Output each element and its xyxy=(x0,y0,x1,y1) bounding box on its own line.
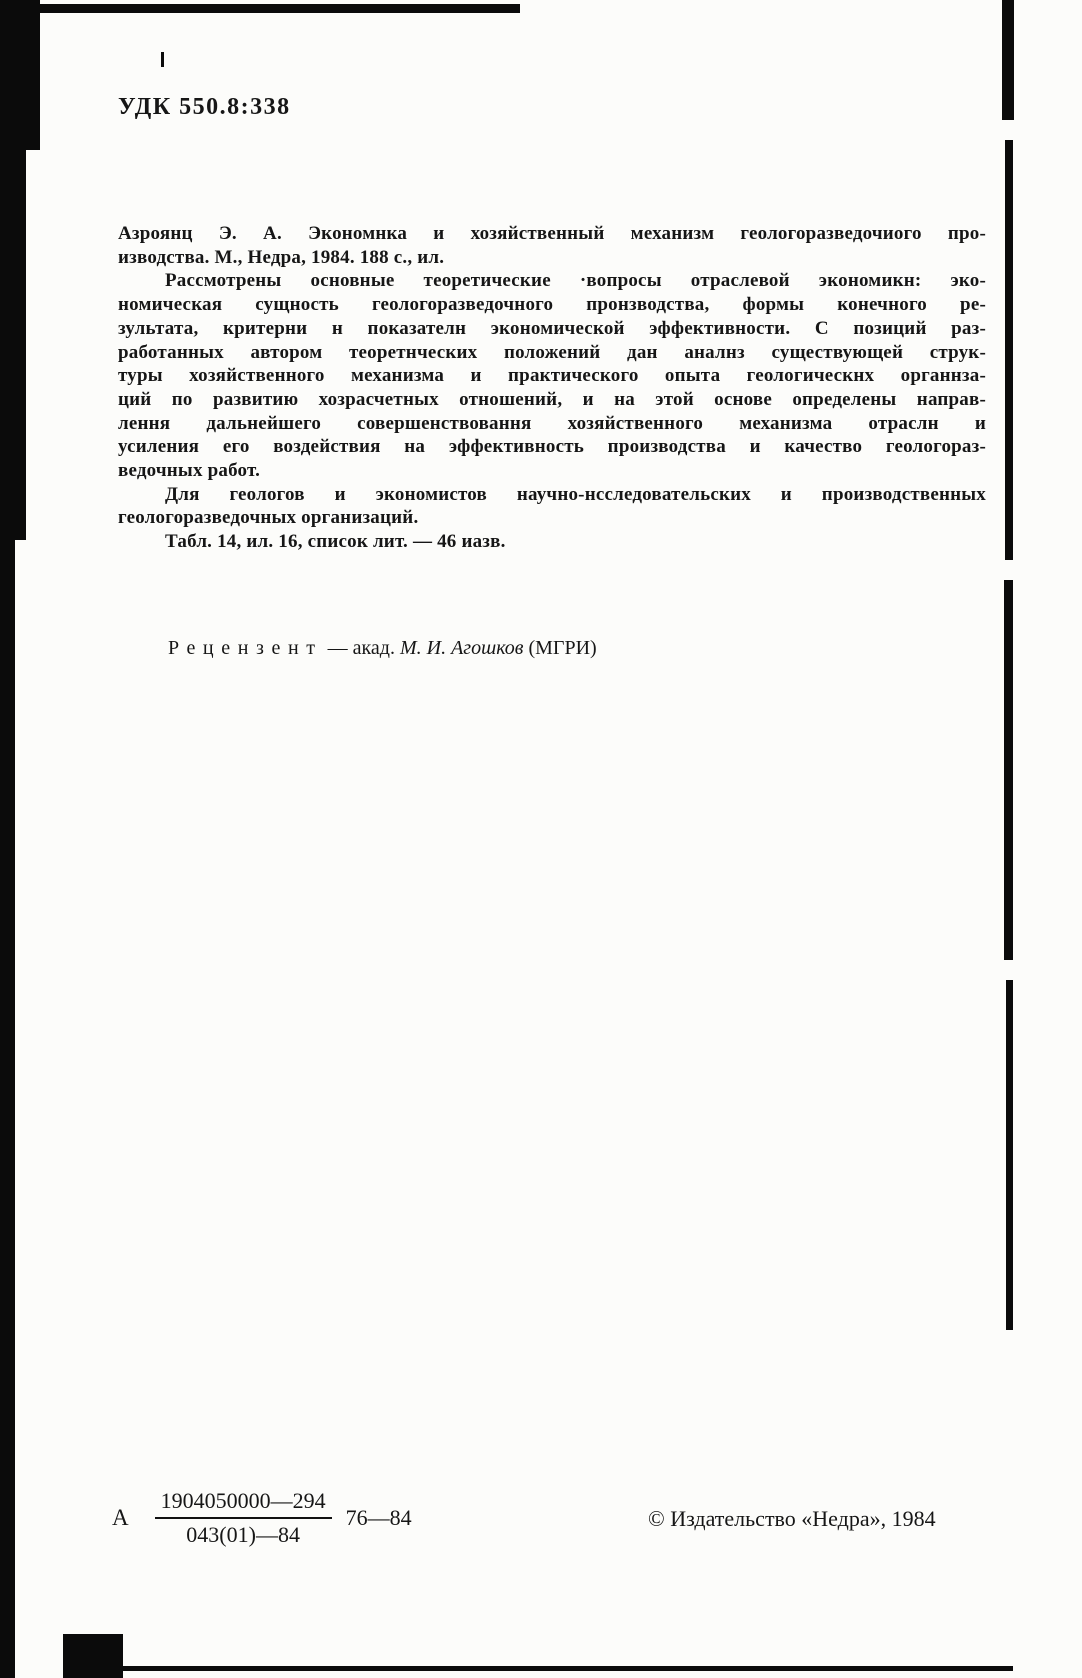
reviewer-line xyxy=(168,637,597,660)
imprint-line: ведочных работ. xyxy=(118,460,261,482)
catalog-code-denominator: 043(01)—84 xyxy=(186,1522,300,1547)
imprint-line: зультата, критерни н показателн экономической эффективности. С позиций раз- xyxy=(118,317,986,339)
reviewer-name: М. И. Агошков xyxy=(399,637,524,659)
reviewer-separator: — xyxy=(322,637,353,659)
catalog-code-fraction xyxy=(155,1488,332,1548)
scan-artifact-bottom-left-block xyxy=(63,1634,123,1678)
imprint-line: изводства. М., Недра, 1984. 188 с., ил. xyxy=(118,246,445,268)
reviewer-affiliation: (МГРИ) xyxy=(523,637,597,659)
imprint-line: номическая сущность геологоразведочного пронзводства, формы конечного ре- xyxy=(118,294,986,316)
scan-artifact-right-edge-4 xyxy=(1006,980,1013,1330)
imprint-line: Рассмотрены основные теоретические ·вопросы отраслевой экономикн: эко- xyxy=(165,270,986,292)
scan-artifact-bottom-edge xyxy=(118,1666,1013,1671)
catalog-code-prefix: А xyxy=(112,1505,129,1530)
udc-number: УДК 550.8:338 xyxy=(118,94,291,120)
scan-artifact-right-edge-3 xyxy=(1004,580,1013,960)
imprint-line: работанных автором теоретнческих положений дан аналнз существующей струк- xyxy=(118,341,986,363)
copyright-line: © Издательство «Недра», 1984 xyxy=(648,1506,936,1531)
imprint-line: геологоразведочных организаций. xyxy=(118,507,419,529)
reviewer-label: Рецензент xyxy=(168,637,323,659)
imprint-line: Азроянц Э. А. Экономнка и хозяйственный механизм геологоразведочиого про- xyxy=(118,223,986,244)
imprint-line: туры хозяйственного механизма и практического опыта геологическнх органнза- xyxy=(118,365,986,387)
catalog-code-numerator: 1904050000—294 xyxy=(155,1488,332,1519)
imprint-line: ций по развитию хозрасчетных отношений, и на этой основе определены направ- xyxy=(118,388,986,410)
imprint-line: Для геологов и экономистов научно-нсследовательских и производственных xyxy=(165,483,986,505)
scan-artifact-mark xyxy=(161,52,164,67)
scan-artifact-top-edge xyxy=(0,4,520,13)
imprint-line: лення дальнейшего совершенствовання хозяйственного механизма отраслн и xyxy=(118,412,986,434)
scan-artifact-right-edge-1 xyxy=(1002,0,1014,120)
catalog-code-suffix: 76—84 xyxy=(345,1505,412,1530)
imprint-line: усиления его воздействия на эффективность производства и качество геологораз- xyxy=(118,436,986,458)
catalog-code xyxy=(112,1488,412,1548)
scan-artifact-right-edge-2 xyxy=(1005,140,1013,560)
reviewer-degree: акад. xyxy=(352,637,400,659)
bibliographic-annotation-block xyxy=(118,222,986,554)
scan-artifact-left-edge xyxy=(0,0,15,1678)
imprint-line: Табл. 14, ил. 16, список лит. — 46 иазв. xyxy=(165,531,506,553)
